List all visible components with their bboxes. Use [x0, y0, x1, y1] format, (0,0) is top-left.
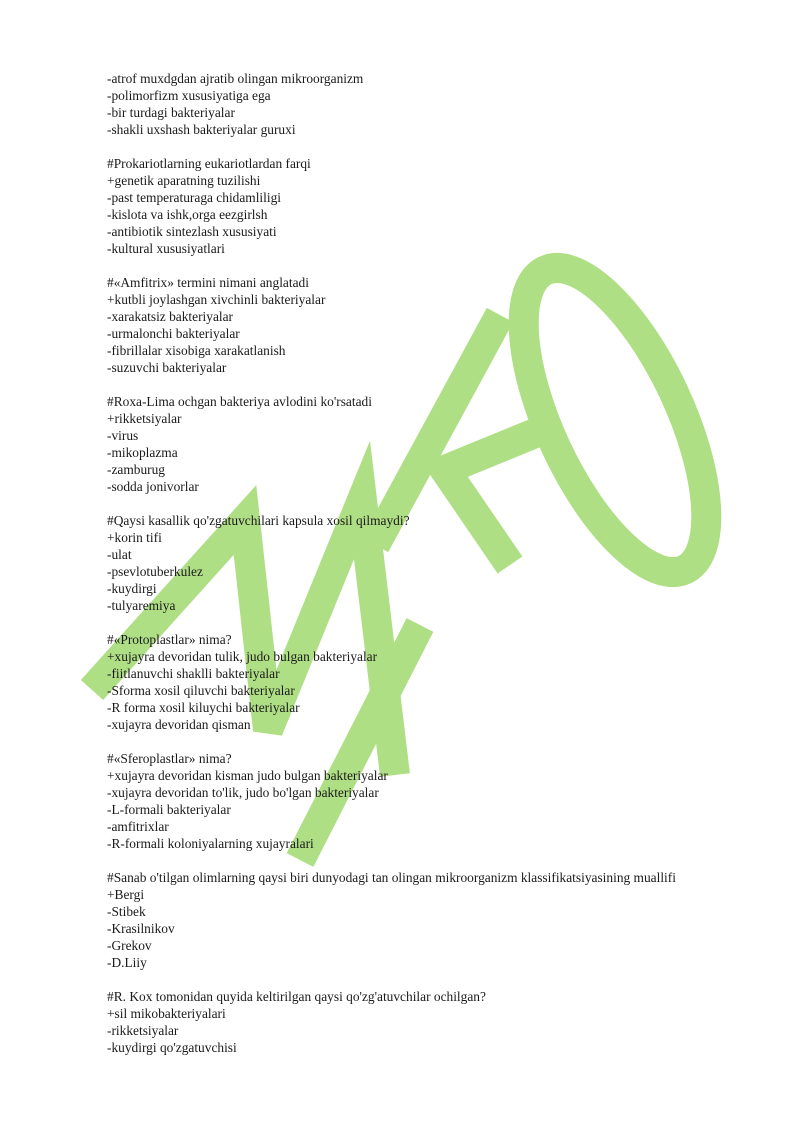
answer-option: -Grekov	[107, 938, 152, 953]
answer-option: -rikketsiyalar	[107, 1023, 179, 1038]
answer-option: -Sforma xosil qiluvchi bakteriyalar	[107, 683, 295, 698]
correct-answer: +xujayra devoridan kisman judo bulgan bakteriyalar	[107, 768, 388, 783]
answer-option: -D.Liiy	[107, 955, 147, 970]
answer-option: -sodda jonivorlar	[107, 479, 199, 494]
answer-option: -L-formali bakteriyalar	[107, 802, 231, 817]
answer-option: -zamburug	[107, 462, 166, 477]
answer-option: -psevlotuberkulez	[107, 564, 203, 579]
answer-option: -kislota va ishk,orga eezgirlsh	[107, 207, 268, 222]
answer-option: -tulyaremiya	[107, 598, 176, 613]
answer-option: -atrof muxdgdan ajratib olingan mikroorganizm	[107, 71, 364, 86]
block-gap	[107, 138, 787, 155]
block-gap	[107, 852, 787, 869]
block-gap	[107, 733, 787, 750]
answer-option: -xujayra devoridan to'lik, judo bo'lgan bakteriyalar	[107, 785, 379, 800]
question-text: #«Amfitrix» termini nimani anglatadi	[107, 275, 309, 290]
answer-option: -Stibek	[107, 904, 146, 919]
answer-option: -suzuvchi bakteriyalar	[107, 360, 227, 375]
answer-option: -shakli uxshash bakteriyalar guruxi	[107, 122, 296, 137]
answer-option: -mikoplazma	[107, 445, 178, 460]
block-gap	[107, 495, 787, 512]
answer-option: -ulat	[107, 547, 132, 562]
correct-answer: +Bergi	[107, 887, 145, 902]
correct-answer: +xujayra devoridan tulik, judo bulgan bakteriyalar	[107, 649, 378, 664]
answer-option: -amfitrixlar	[107, 819, 169, 834]
answer-option: -fiitlanuvchi shaklli bakteriyalar	[107, 666, 280, 681]
correct-answer: +genetik aparatning tuzilishi	[107, 173, 261, 188]
question-text: #Qaysi kasallik qo'zgatuvchilari kapsula xosil qilmaydi?	[107, 513, 410, 528]
correct-answer: +rikketsiyalar	[107, 411, 182, 426]
question-text: #Sanab o'tilgan olimlarning qaysi biri dunyodagi tan olingan mikroorganizm klassifikatsiyasining muallifi	[107, 870, 676, 885]
answer-option: -xarakatsiz bakteriyalar	[107, 309, 234, 324]
answer-option: -virus	[107, 428, 139, 443]
answer-option: -kuydirgi qo'zgatuvchisi	[107, 1040, 237, 1055]
block-gap	[107, 971, 787, 988]
answer-option: -polimorfizm xususiyatiga ega	[107, 88, 271, 103]
answer-option: -antibiotik sintezlash xususiyati	[107, 224, 277, 239]
correct-answer: +korin tifi	[107, 530, 162, 545]
correct-answer: +kutbli joylashgan xivchinli bakteriyalar	[107, 292, 326, 307]
correct-answer: +sil mikobakteriyalari	[107, 1006, 226, 1021]
block-gap	[107, 376, 787, 393]
question-list	[107, 70, 787, 1056]
block-gap	[107, 257, 787, 274]
answer-option: -kultural xususiyatlari	[107, 241, 225, 256]
question-text: #Roxa-Lima ochgan bakteriya avlodini ko'rsatadi	[107, 394, 372, 409]
question-text: #«Protoplastlar» nima?	[107, 632, 232, 647]
answer-option: -fibrillalar xisobiga xarakatlanish	[107, 343, 286, 358]
answer-option: -bir turdagi bakteriyalar	[107, 105, 235, 120]
block-gap	[107, 614, 787, 631]
answer-option: -Krasilnikov	[107, 921, 175, 936]
answer-option: -past temperaturaga chidamliligi	[107, 190, 282, 205]
answer-option: -R forma xosil kiluychi bakteriyalar	[107, 700, 300, 715]
answer-option: -xujayra devoridan qisman	[107, 717, 251, 732]
answer-option: -R-formali koloniyalarning xujayralari	[107, 836, 314, 851]
question-text: #R. Kox tomonidan quyida keltirilgan qaysi qo'zg'atuvchilar ochilgan?	[107, 989, 486, 1004]
answer-option: -kuydirgi	[107, 581, 157, 596]
question-text: #«Sferoplastlar» nima?	[107, 751, 232, 766]
question-text: #Prokariotlarning eukariotlardan farqi	[107, 156, 311, 171]
answer-option: -urmalonchi bakteriyalar	[107, 326, 240, 341]
